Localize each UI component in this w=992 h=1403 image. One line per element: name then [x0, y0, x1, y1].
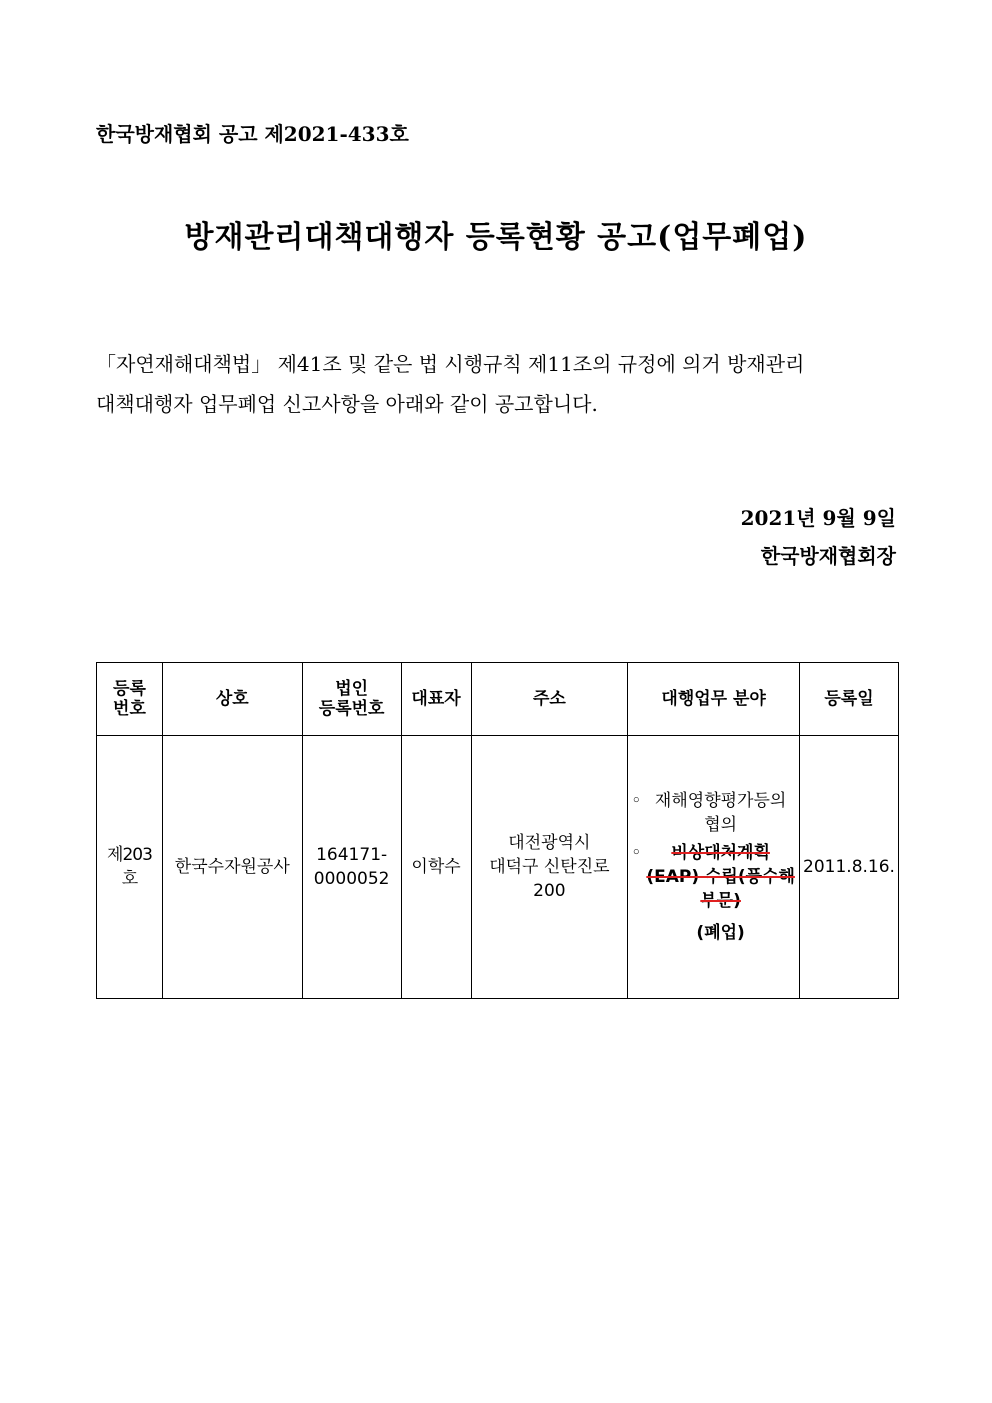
scope-item-1-text: 재해영향평가등의 협의 [654, 791, 787, 835]
cell-corp-no-line1: 164171- [316, 845, 388, 865]
header-scope: 대행업무 분야 [628, 663, 800, 736]
table-row [97, 736, 899, 999]
signer-name: 한국방재협회장 [760, 544, 896, 568]
cell-address-line2: 대덕구 신탄진로 [489, 857, 610, 877]
header-reg-no [97, 663, 163, 736]
bullet-icon: ◦ [631, 843, 642, 863]
cell-corp-no [302, 736, 401, 999]
header-reg-no-line1: 등록 [113, 679, 146, 699]
header-ceo: 대표자 [401, 663, 471, 736]
header-company: 상호 [162, 663, 302, 736]
cell-reg-no: 제203호 [97, 736, 163, 999]
bullet-icon: ◦ [631, 791, 642, 811]
scope-item-2-text-struck: 비상대처계획(EAP) 수립(풍수해부문) [646, 843, 795, 911]
scope-item-2 [631, 841, 796, 913]
closed-label: (폐업) [696, 923, 745, 943]
cell-address [471, 736, 628, 999]
cell-company: 한국수자원공사 [162, 736, 302, 999]
registration-table [96, 662, 899, 999]
header-reg-date: 등록일 [800, 663, 899, 736]
header-corp-no-line1: 법인 [335, 679, 369, 699]
cell-scope [628, 736, 800, 999]
cell-address-line1: 대전광역시 [508, 833, 591, 853]
notice-number: 한국방재협회 공고 제2021-433호 [96, 122, 409, 146]
body-paragraph [96, 344, 896, 424]
header-reg-no-line2: 번호 [113, 699, 146, 719]
header-corp-no [302, 663, 401, 736]
header-address: 주소 [471, 663, 628, 736]
cell-address-line3: 200 [533, 881, 566, 901]
body-line-1: 「자연재해대책법」 제41조 및 같은 법 시행규칙 제11조의 규정에 의거 방재관리 [96, 352, 805, 376]
body-line-2: 대책대행자 업무폐업 신고사항을 아래와 같이 공고합니다. [96, 392, 598, 416]
cell-ceo: 이학수 [401, 736, 471, 999]
cell-corp-no-line2: 0000052 [313, 869, 390, 889]
header-corp-no-line2: 등록번호 [318, 699, 385, 719]
document-title: 방재관리대책대행자 등록현황 공고(업무폐업) [184, 220, 808, 255]
cell-reg-date: 2011.8.16. [800, 736, 899, 999]
notice-date: 2021년 9월 9일 [740, 506, 896, 530]
table-header-row [97, 663, 899, 736]
scope-item-1 [631, 789, 796, 837]
